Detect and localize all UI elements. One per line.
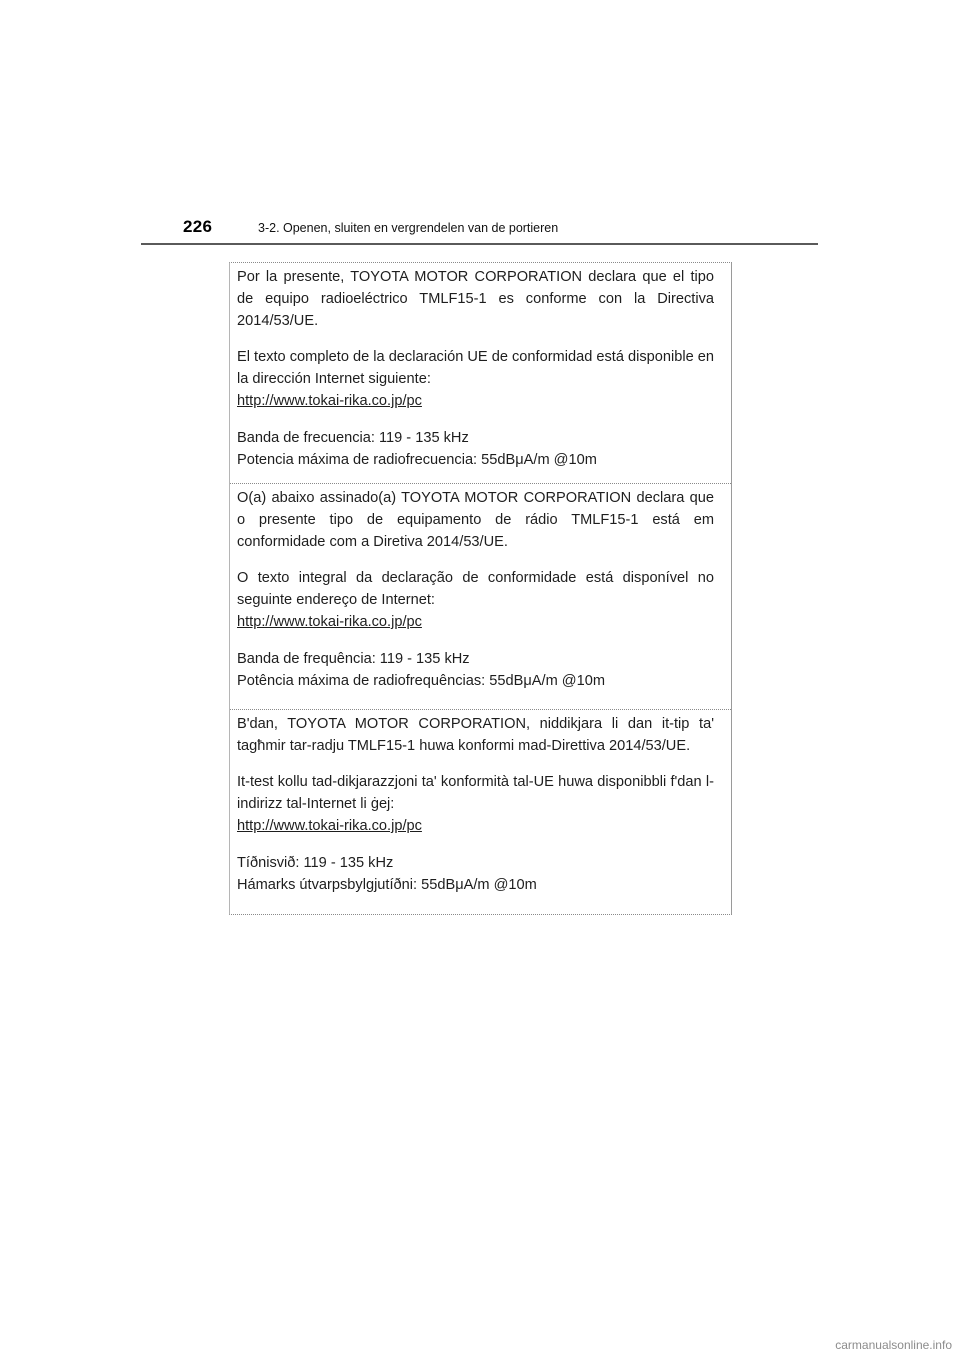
frequency-band: Tíðnisvið: 119 - 135 kHz	[237, 855, 394, 871]
max-power: Potência máxima de radiofrequências: 55dBμA/m @10m	[237, 673, 605, 689]
declaration-of-conformity-box	[229, 262, 732, 915]
declaration-availability: It-test kollu tad-dikjarazzjoni ta' konformità tal-UE huwa disponibbli f'dan l-indirizz tal-Internet li ġej:	[237, 774, 714, 812]
max-power: Hámarks útvarpsbylgjutíðni: 55dBμA/m @10m	[237, 877, 537, 893]
frequency-band: Banda de frecuencia: 119 - 135 kHz	[237, 430, 469, 446]
declaration-link[interactable]: http://www.tokai-rika.co.jp/pc	[237, 818, 422, 834]
declaration-intro: O(a) abaixo assinado(a) TOYOTA MOTOR CORPORATION declara que o presente tipo de equipamento de rádio TMLF15-1 está em conformidade com a Diretiva 2014/53/UE.	[237, 490, 714, 550]
page-header	[0, 0, 960, 250]
header-divider	[141, 243, 818, 245]
declaration-intro: B'dan, TOYOTA MOTOR CORPORATION, niddikjara li dan it-tip ta' tagħmir tar-radju TMLF15-1 huwa konformi mad-Direttiva 2014/53/UE.	[237, 716, 714, 754]
page-number: 226	[183, 217, 213, 236]
declaration-availability: El texto completo de la declaración UE de conformidad está disponible en la dirección Internet siguiente:	[237, 349, 715, 387]
section-title: 3-2. Openen, sluiten en vergrendelen van de portieren	[258, 221, 559, 235]
declaration-spanish	[230, 263, 731, 483]
declaration-link[interactable]: http://www.tokai-rika.co.jp/pc	[237, 393, 422, 409]
max-power: Potencia máxima de radiofrecuencia: 55dBμA/m @10m	[237, 452, 597, 468]
declaration-maltese	[230, 709, 731, 914]
declaration-availability: O texto integral da declaração de conformidade está disponível no seguinte endereço de Internet:	[237, 570, 714, 608]
site-watermark: carmanualsonline.info	[835, 1338, 952, 1352]
declaration-intro: Por la presente, TOYOTA MOTOR CORPORATION declara que el tipo de equipo radioeléctrico TMLF15-1 es conforme con la Directiva 2014/53/UE.	[237, 269, 714, 329]
frequency-band: Banda de frequência: 119 - 135 kHz	[237, 651, 470, 667]
declaration-link[interactable]: http://www.tokai-rika.co.jp/pc	[237, 614, 422, 630]
declaration-portuguese	[230, 483, 731, 709]
